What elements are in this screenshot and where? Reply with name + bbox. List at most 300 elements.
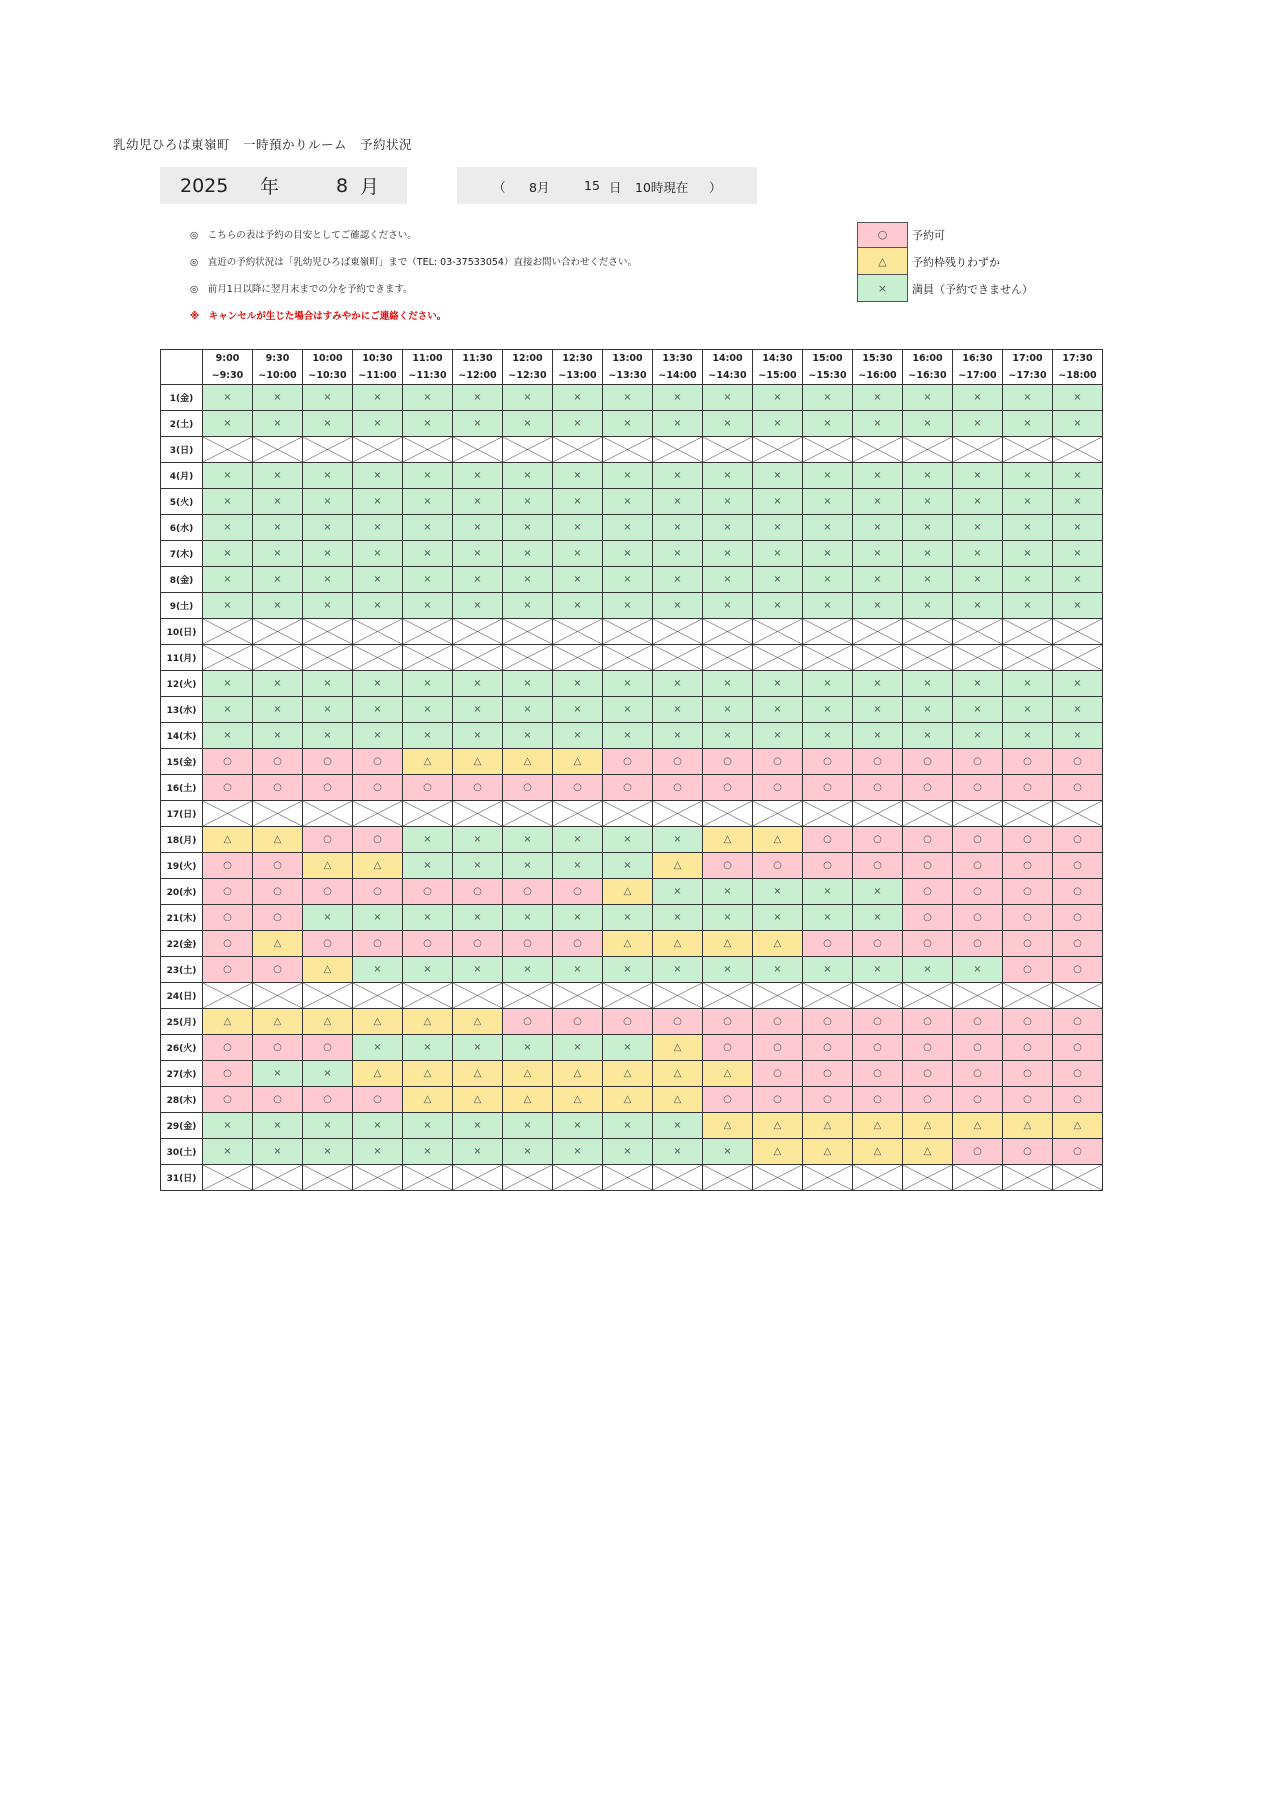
- slot-full: ×: [753, 541, 803, 567]
- slot-full: ×: [803, 489, 853, 515]
- slot-available: ○: [803, 749, 853, 775]
- slot-available: ○: [603, 749, 653, 775]
- slot-closed: [453, 437, 503, 463]
- slot-closed: [853, 437, 903, 463]
- slot-full: ×: [853, 541, 903, 567]
- slot-full: ×: [353, 463, 403, 489]
- closed-cross-mark: [203, 1165, 252, 1190]
- slot-few-left: △: [603, 1087, 653, 1113]
- slot-available: ○: [253, 749, 303, 775]
- slot-full: ×: [553, 1139, 603, 1165]
- closed-cross-mark: [853, 1165, 902, 1190]
- slot-available: ○: [1003, 1087, 1053, 1113]
- slot-few-left: △: [353, 853, 403, 879]
- closed-cross-mark: [1053, 1165, 1102, 1190]
- table-row: [161, 749, 1103, 775]
- slot-closed: [303, 645, 353, 671]
- day-label: 4(月): [161, 463, 203, 489]
- slot-available: ○: [253, 853, 303, 879]
- slot-closed: [553, 983, 603, 1009]
- time-slot-end: ~9:30: [211, 370, 244, 381]
- time-slot-end: ~14:30: [708, 370, 747, 381]
- closed-cross-mark: [403, 437, 452, 462]
- slot-available: ○: [1053, 931, 1103, 957]
- closed-cross-mark: [453, 619, 502, 644]
- as-of-close-paren: ）: [709, 180, 722, 195]
- slot-available: ○: [703, 1009, 753, 1035]
- slot-available: ○: [1053, 1061, 1103, 1087]
- closed-cross-mark: [903, 645, 952, 670]
- slot-full: ×: [503, 827, 553, 853]
- slot-closed: [853, 619, 903, 645]
- time-slot-start: 10:00: [312, 353, 343, 364]
- closed-cross-mark: [303, 619, 352, 644]
- day-label: 15(金): [161, 749, 203, 775]
- slot-few-left: △: [553, 1087, 603, 1113]
- slot-available: ○: [453, 775, 503, 801]
- slot-full: ×: [1053, 515, 1103, 541]
- slot-closed: [853, 1165, 903, 1191]
- slot-full: ×: [1053, 723, 1103, 749]
- slot-full: ×: [903, 593, 953, 619]
- slot-full: ×: [203, 385, 253, 411]
- slot-closed: [953, 619, 1003, 645]
- legend-label: 満員（予約できません）: [912, 282, 1033, 296]
- day-label: 20(水): [161, 879, 203, 905]
- closed-cross-mark: [853, 645, 902, 670]
- slot-full: ×: [953, 723, 1003, 749]
- slot-full: ×: [203, 593, 253, 619]
- slot-available: ○: [703, 1035, 753, 1061]
- slot-few-left: △: [403, 749, 453, 775]
- slot-available: ○: [953, 1087, 1003, 1113]
- slot-available: ○: [1003, 827, 1053, 853]
- closed-cross-mark: [753, 1165, 802, 1190]
- slot-available: ○: [703, 775, 753, 801]
- slot-full: ×: [653, 385, 703, 411]
- slot-closed: [453, 1165, 503, 1191]
- slot-available: ○: [1053, 905, 1103, 931]
- slot-few-left: △: [903, 1113, 953, 1139]
- day-label: 16(土): [161, 775, 203, 801]
- slot-full: ×: [453, 957, 503, 983]
- time-slot-end: ~12:00: [458, 370, 497, 381]
- slot-available: ○: [953, 749, 1003, 775]
- slot-few-left: △: [653, 931, 703, 957]
- slot-closed: [403, 801, 453, 827]
- slot-full: ×: [303, 385, 353, 411]
- slot-available: ○: [1053, 1009, 1103, 1035]
- closed-cross-mark: [353, 801, 402, 826]
- slot-full: ×: [553, 541, 603, 567]
- slot-full: ×: [703, 567, 753, 593]
- slot-full: ×: [303, 697, 353, 723]
- slot-available: ○: [203, 749, 253, 775]
- slot-full: ×: [653, 567, 703, 593]
- slot-available: ○: [953, 1061, 1003, 1087]
- slot-full: ×: [503, 515, 553, 541]
- slot-full: ×: [203, 515, 253, 541]
- slot-available: ○: [803, 775, 853, 801]
- table-row: [161, 1009, 1103, 1035]
- slot-full: ×: [603, 567, 653, 593]
- slot-full: ×: [253, 671, 303, 697]
- closed-cross-mark: [553, 983, 602, 1008]
- closed-cross-mark: [453, 983, 502, 1008]
- slot-available: ○: [1003, 957, 1053, 983]
- slot-full: ×: [553, 905, 603, 931]
- slot-few-left: △: [453, 1087, 503, 1113]
- legend-label: 予約枠残りわずか: [912, 255, 1000, 269]
- closed-cross-mark: [903, 983, 952, 1008]
- table-body: [161, 385, 1103, 1191]
- slot-full: ×: [553, 671, 603, 697]
- slot-full: ×: [403, 567, 453, 593]
- slot-closed: [853, 983, 903, 1009]
- time-slot-header: [203, 350, 253, 385]
- slot-full: ×: [203, 1113, 253, 1139]
- slot-available: ○: [1053, 775, 1103, 801]
- slot-full: ×: [453, 515, 503, 541]
- slot-closed: [203, 437, 253, 463]
- slot-full: ×: [303, 1113, 353, 1139]
- time-slot-start: 17:30: [1062, 353, 1093, 364]
- slot-closed: [353, 437, 403, 463]
- slot-available: ○: [303, 931, 353, 957]
- slot-few-left: △: [503, 749, 553, 775]
- slot-available: ○: [503, 931, 553, 957]
- time-slot-start: 9:00: [215, 353, 240, 364]
- closed-cross-mark: [453, 645, 502, 670]
- slot-full: ×: [853, 905, 903, 931]
- slot-full: ×: [703, 515, 753, 541]
- slot-full: ×: [603, 489, 653, 515]
- slot-closed: [1003, 1165, 1053, 1191]
- slot-full: ×: [953, 463, 1003, 489]
- slot-full: ×: [503, 723, 553, 749]
- slot-available: ○: [1053, 879, 1103, 905]
- slot-full: ×: [353, 567, 403, 593]
- slot-closed: [403, 1165, 453, 1191]
- slot-full: ×: [753, 723, 803, 749]
- time-slot-header: [903, 350, 953, 385]
- note-item-warning: ※ キャンセルが生じた場合はすみやかにご連絡ください。: [190, 311, 447, 322]
- slot-closed: [203, 1165, 253, 1191]
- day-label: 23(土): [161, 957, 203, 983]
- slot-closed: [953, 437, 1003, 463]
- slot-full: ×: [303, 671, 353, 697]
- closed-cross-mark: [303, 437, 352, 462]
- slot-closed: [603, 619, 653, 645]
- slot-available: ○: [203, 1035, 253, 1061]
- slot-full: ×: [1053, 385, 1103, 411]
- slot-available: ○: [203, 1061, 253, 1087]
- table-row: [161, 853, 1103, 879]
- slot-full: ×: [653, 593, 703, 619]
- time-slot-end: ~15:00: [758, 370, 797, 381]
- slot-full: ×: [603, 1113, 653, 1139]
- slot-available: ○: [303, 749, 353, 775]
- notes-list: [190, 228, 637, 336]
- slot-closed: [553, 1165, 603, 1191]
- slot-available: ○: [253, 905, 303, 931]
- closed-cross-mark: [653, 437, 702, 462]
- slot-closed: [803, 619, 853, 645]
- time-slot-header: [353, 350, 403, 385]
- closed-cross-mark: [403, 645, 452, 670]
- slot-full: ×: [603, 463, 653, 489]
- slot-closed: [1053, 619, 1103, 645]
- closed-cross-mark: [653, 983, 702, 1008]
- slot-available: ○: [353, 879, 403, 905]
- slot-available: ○: [953, 853, 1003, 879]
- legend-item-full: [857, 275, 1033, 302]
- slot-available: ○: [853, 1087, 903, 1113]
- time-slot-start: 12:00: [512, 353, 543, 364]
- day-label: 19(火): [161, 853, 203, 879]
- slot-full: ×: [453, 697, 503, 723]
- slot-available: ○: [253, 1035, 303, 1061]
- day-label: 31(日): [161, 1165, 203, 1191]
- time-slot-header: [703, 350, 753, 385]
- time-slot-end: ~11:30: [408, 370, 447, 381]
- slot-full: ×: [203, 697, 253, 723]
- closed-cross-mark: [1003, 801, 1052, 826]
- slot-full: ×: [303, 593, 353, 619]
- slot-full: ×: [303, 489, 353, 515]
- slot-available: ○: [803, 827, 853, 853]
- slot-available: ○: [903, 905, 953, 931]
- slot-full: ×: [753, 515, 803, 541]
- time-slot-start: 16:30: [962, 353, 993, 364]
- table-row: [161, 489, 1103, 515]
- closed-cross-mark: [1053, 801, 1102, 826]
- time-slot-end: ~10:00: [258, 370, 297, 381]
- slot-closed: [403, 619, 453, 645]
- slot-closed: [403, 983, 453, 1009]
- closed-cross-mark: [503, 983, 552, 1008]
- slot-available: ○: [353, 749, 403, 775]
- slot-few-left: △: [453, 1009, 503, 1035]
- slot-full: ×: [253, 411, 303, 437]
- slot-full: ×: [753, 905, 803, 931]
- day-label: 8(金): [161, 567, 203, 593]
- slot-full: ×: [253, 515, 303, 541]
- slot-full: ×: [1003, 463, 1053, 489]
- slot-full: ×: [553, 411, 603, 437]
- slot-closed: [653, 1165, 703, 1191]
- slot-full: ×: [603, 593, 653, 619]
- slot-available: ○: [1053, 1035, 1103, 1061]
- closed-cross-mark: [453, 1165, 502, 1190]
- slot-full: ×: [903, 515, 953, 541]
- table-row: [161, 645, 1103, 671]
- slot-available: ○: [803, 853, 853, 879]
- slot-full: ×: [803, 541, 853, 567]
- table-row: [161, 983, 1103, 1009]
- day-label: 17(日): [161, 801, 203, 827]
- slot-full: ×: [653, 671, 703, 697]
- slot-closed: [603, 437, 653, 463]
- slot-full: ×: [1003, 515, 1053, 541]
- slot-full: ×: [353, 957, 403, 983]
- time-slot-end: ~18:00: [1058, 370, 1097, 381]
- slot-full: ×: [1053, 567, 1103, 593]
- closed-cross-mark: [203, 801, 252, 826]
- slot-full: ×: [753, 957, 803, 983]
- slot-full: ×: [603, 411, 653, 437]
- closed-cross-mark: [953, 437, 1002, 462]
- slot-full: ×: [753, 697, 803, 723]
- slot-available: ○: [553, 1009, 603, 1035]
- slot-closed: [553, 645, 603, 671]
- slot-available: ○: [1053, 853, 1103, 879]
- slot-full: ×: [253, 723, 303, 749]
- slot-full: ×: [403, 541, 453, 567]
- reservation-table: [160, 349, 1103, 1191]
- time-slot-header: [603, 350, 653, 385]
- slot-available: ○: [853, 931, 903, 957]
- time-slot-end: ~16:00: [858, 370, 897, 381]
- slot-full: ×: [553, 697, 603, 723]
- slot-full: ×: [853, 593, 903, 619]
- time-slot-start: 15:30: [862, 353, 893, 364]
- slot-closed: [503, 983, 553, 1009]
- slot-full: ×: [1053, 411, 1103, 437]
- slot-full: ×: [453, 723, 503, 749]
- legend-label: 予約可: [912, 228, 945, 242]
- time-slot-end: ~11:00: [358, 370, 397, 381]
- day-label: 10(日): [161, 619, 203, 645]
- slot-available: ○: [453, 879, 503, 905]
- slot-full: ×: [353, 1035, 403, 1061]
- closed-cross-mark: [953, 983, 1002, 1008]
- slot-closed: [353, 1165, 403, 1191]
- slot-closed: [1003, 983, 1053, 1009]
- slot-few-left: △: [453, 1061, 503, 1087]
- slot-full: ×: [703, 411, 753, 437]
- slot-available: ○: [1003, 905, 1053, 931]
- slot-closed: [203, 983, 253, 1009]
- table-row: [161, 515, 1103, 541]
- slot-full: ×: [503, 697, 553, 723]
- slot-full: ×: [753, 411, 803, 437]
- slot-full: ×: [1003, 385, 1053, 411]
- closed-cross-mark: [353, 437, 402, 462]
- slot-full: ×: [753, 489, 803, 515]
- slot-few-left: △: [753, 1113, 803, 1139]
- slot-closed: [853, 801, 903, 827]
- slot-available: ○: [203, 1087, 253, 1113]
- year-month-box: [160, 167, 407, 204]
- slot-full: ×: [803, 411, 853, 437]
- slot-closed: [253, 801, 303, 827]
- slot-full: ×: [1053, 697, 1103, 723]
- closed-cross-mark: [753, 645, 802, 670]
- closed-cross-mark: [1003, 437, 1052, 462]
- slot-full: ×: [753, 567, 803, 593]
- day-label: 1(金): [161, 385, 203, 411]
- slot-available: ○: [753, 1035, 803, 1061]
- table-row: [161, 723, 1103, 749]
- time-slot-header: [803, 350, 853, 385]
- closed-cross-mark: [903, 619, 952, 644]
- slot-available: ○: [903, 1061, 953, 1087]
- slot-full: ×: [753, 385, 803, 411]
- slot-available: ○: [503, 775, 553, 801]
- slot-full: ×: [253, 593, 303, 619]
- closed-cross-mark: [203, 619, 252, 644]
- closed-cross-mark: [353, 983, 402, 1008]
- slot-available: ○: [753, 1061, 803, 1087]
- slot-few-left: △: [303, 957, 353, 983]
- slot-full: ×: [803, 515, 853, 541]
- slot-few-left: △: [853, 1113, 903, 1139]
- slot-full: ×: [853, 697, 903, 723]
- slot-available: ○: [953, 905, 1003, 931]
- slot-closed: [753, 437, 803, 463]
- slot-available: ○: [1003, 775, 1053, 801]
- legend-item-available: [857, 221, 1033, 248]
- slot-available: ○: [903, 1087, 953, 1113]
- slot-closed: [553, 619, 603, 645]
- as-of-day: 15: [584, 178, 600, 193]
- slot-full: ×: [1003, 541, 1053, 567]
- closed-cross-mark: [853, 619, 902, 644]
- day-label: 11(月): [161, 645, 203, 671]
- slot-full: ×: [703, 671, 753, 697]
- closed-cross-mark: [503, 619, 552, 644]
- slot-few-left: △: [903, 1139, 953, 1165]
- slot-available: ○: [703, 853, 753, 879]
- time-slot-start: 15:00: [812, 353, 843, 364]
- slot-few-left: △: [753, 931, 803, 957]
- closed-cross-mark: [403, 619, 452, 644]
- slot-closed: [803, 801, 853, 827]
- slot-available: ○: [653, 775, 703, 801]
- time-slot-start: 14:30: [762, 353, 793, 364]
- slot-full: ×: [453, 593, 503, 619]
- slot-few-left: △: [803, 1113, 853, 1139]
- closed-cross-mark: [953, 1165, 1002, 1190]
- slot-available: ○: [853, 853, 903, 879]
- day-label: 5(火): [161, 489, 203, 515]
- closed-cross-mark: [703, 801, 752, 826]
- day-label: 12(火): [161, 671, 203, 697]
- slot-available: ○: [853, 1009, 903, 1035]
- slot-full: ×: [503, 541, 553, 567]
- slot-full: ×: [253, 489, 303, 515]
- slot-available: ○: [503, 879, 553, 905]
- slot-available: ○: [903, 931, 953, 957]
- time-slot-end: ~15:30: [808, 370, 847, 381]
- slot-available: ○: [1003, 1035, 1053, 1061]
- time-slot-header: [453, 350, 503, 385]
- slot-available: ○: [203, 853, 253, 879]
- slot-available: ○: [253, 879, 303, 905]
- slot-few-left: △: [353, 1009, 403, 1035]
- slot-full: ×: [253, 385, 303, 411]
- slot-available: ○: [903, 749, 953, 775]
- slot-few-left: △: [253, 1009, 303, 1035]
- time-slot-end: ~14:00: [658, 370, 697, 381]
- slot-full: ×: [553, 957, 603, 983]
- slot-closed: [1003, 619, 1053, 645]
- slot-full: ×: [453, 671, 503, 697]
- slot-available: ○: [903, 853, 953, 879]
- slot-full: ×: [853, 879, 903, 905]
- slot-full: ×: [653, 411, 703, 437]
